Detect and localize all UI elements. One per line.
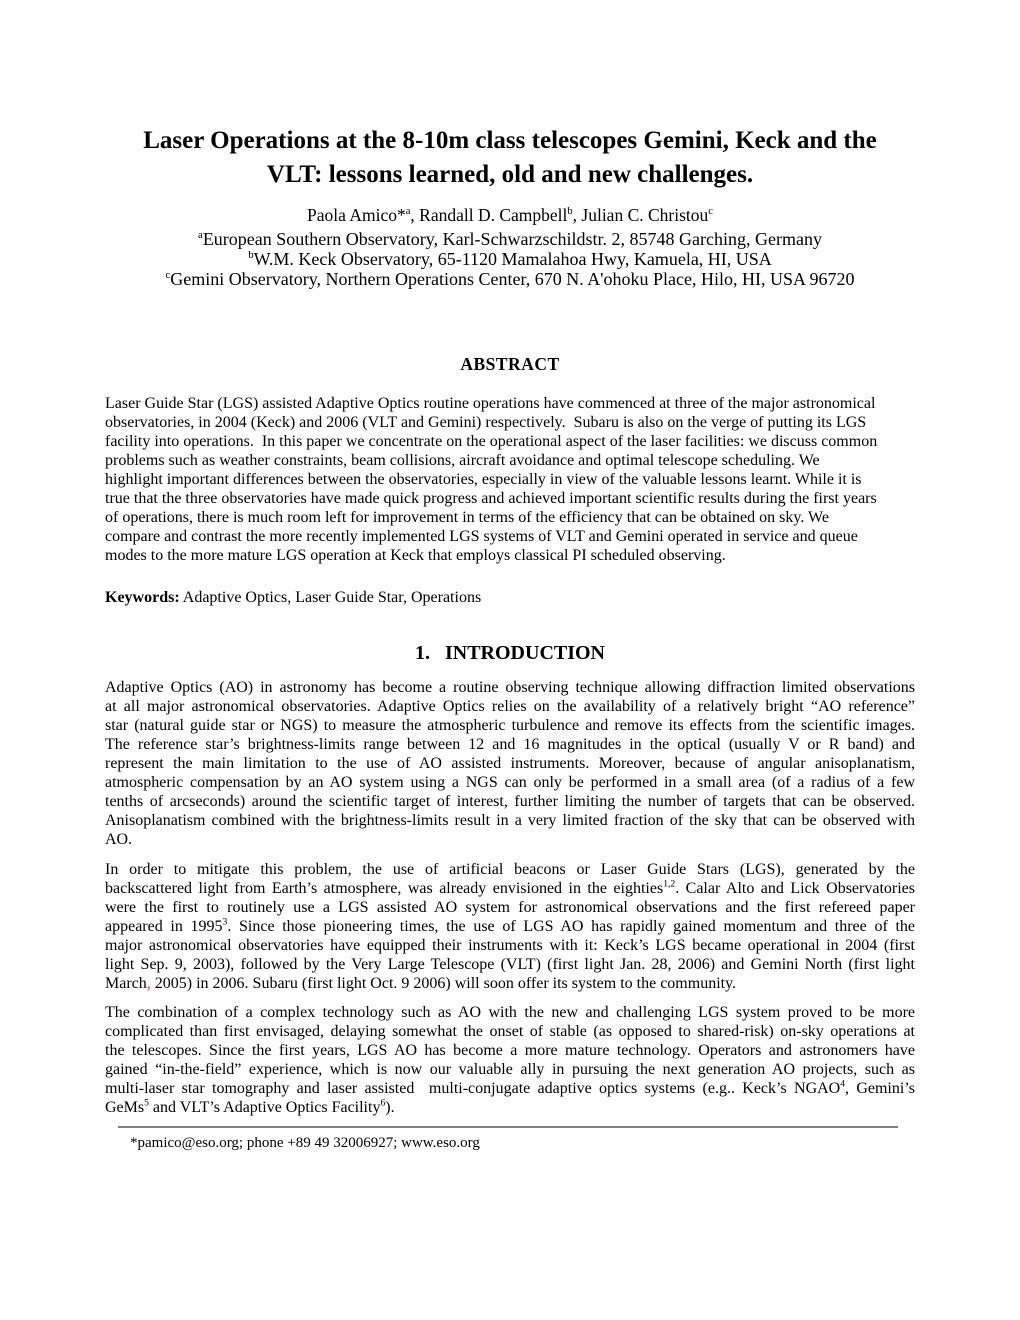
text-line: complicated than first envisaged, delaying somewhat the onset of stable (as opposed to shared-risk) on-sky operations at bbox=[105, 1023, 915, 1040]
intro-paragraph-1 bbox=[105, 678, 915, 849]
text-line: compare and contrast the more recently implemented LGS systems of VLT and Gemini operated in service and queue bbox=[105, 528, 858, 545]
text-line: $^a$European Southern Observatory, Karl-Schwarzschildstr. 2, 85748 Garching, Germany bbox=[198, 229, 822, 249]
text-line: star (natural guide star or NGS) to measure the atmospheric turbulence and remove its effects from the scientific images. bbox=[105, 717, 915, 734]
affiliations-block bbox=[105, 229, 915, 289]
text-line: March, 2005) in 2006. Subaru (first light Oct. 9 2006) will soon offer its system to the community. bbox=[105, 975, 737, 992]
text-line: facility into operations. In this paper we concentrate on the operational aspect of the laser facilities: we discuss common bbox=[105, 433, 878, 450]
text-line: The reference star’s brightness-limits range between 12 and 16 magnitudes in the optical (usually V or R band) and bbox=[105, 736, 915, 753]
text-line: multi-laser star tomography and laser assisted multi-conjugate adaptive optics systems (e.g.. Keck’s NGAO$^4$, Gemini’s bbox=[105, 1078, 915, 1097]
introduction-heading: 1. INTRODUCTION bbox=[414, 642, 606, 664]
text-line: at all major astronomical observatories. Adaptive Optics relies on the availability of a relatively bright “AO reference” bbox=[105, 698, 915, 715]
text-line: GeMs$^5$ and VLT’s Adaptive Optics Facility$^6$). bbox=[105, 1097, 395, 1116]
intro-paragraph-2 bbox=[105, 860, 915, 993]
text-line: gained “in-the-field” experience, which is now our valuable ally in pursuing the next generation AO projects, such as bbox=[105, 1061, 915, 1078]
text-line: major astronomical observatories have equipped their instruments with it: Keck’s LGS became operational in 2004 (first bbox=[105, 937, 915, 954]
text-line: tenths of arcseconds) around the scientific target of interest, further limiting the number of targets that can be observed. bbox=[105, 793, 915, 810]
text-line: In order to mitigate this problem, the use of artificial beacons or Laser Guide Stars (LGS), generated by the bbox=[105, 861, 915, 878]
paper-title-line-2: VLT: lessons learned, old and new challenges. bbox=[266, 161, 754, 188]
text-line: $^c$Gemini Observatory, Northern Operations Center, 670 N. A'ohoku Place, Hilo, HI, USA 96720 bbox=[165, 269, 855, 289]
text-line: were the first to routinely use a LGS assisted AO system for astronomical observations and the first refereed paper bbox=[105, 899, 915, 916]
text-line: AO. bbox=[105, 831, 133, 848]
text-line: modes to the more mature LGS operation at Keck that employs classical PI scheduled observing. bbox=[105, 547, 726, 564]
abstract-heading: ABSTRACT bbox=[460, 354, 560, 374]
text-line: backscattered light from Earth’s atmosphere, was already envisioned in the eighties$^{1,2}$. Calar Alto and Lick Observatories bbox=[105, 878, 915, 897]
authors-line: Paola Amico*$^a$, Randall D. Campbell$^b$, Julian C. Christou$^c$ bbox=[307, 205, 713, 225]
text-line: true that the three observatories have made quick progress and achieved important scientific results during the first years bbox=[105, 490, 877, 507]
abstract-body bbox=[105, 394, 915, 565]
text-line: appeared in 1995$^3$. Since those pioneering times, the use of LGS AO has rapidly gained momentum and three of the bbox=[105, 916, 915, 935]
footnote-divider bbox=[118, 1126, 898, 1128]
text-line: light Sep. 9, 2003), followed by the Very Large Telescope (VLT) (first light Jan. 28, 2006) and Gemini North (first light bbox=[105, 956, 915, 973]
keywords-line: Keywords: Adaptive Optics, Laser Guide Star, Operations bbox=[105, 589, 482, 606]
text-line: The combination of a complex technology such as AO with the new and challenging LGS system proved to be more bbox=[105, 1004, 915, 1021]
footnote-contact: *pamico@eso.org; phone +89 49 32006927; www.eso.org bbox=[130, 1135, 480, 1151]
text-line: $^b$W.M. Keck Observatory, 65-1120 Mamalahoa Hwy, Kamuela, HI, USA bbox=[248, 249, 772, 269]
text-line: Anisoplanatism combined with the brightness-limits result in a very limited fraction of the sky that can be observed with bbox=[105, 812, 915, 829]
paper-title-line-1: Laser Operations at the 8-10m class telescopes Gemini, Keck and the bbox=[143, 127, 877, 154]
text-line: observatories, in 2004 (Keck) and 2006 (VLT and Gemini) respectively. Subaru is also on the verge of putting its LGS bbox=[105, 414, 867, 431]
intro-paragraph-3 bbox=[105, 1003, 915, 1117]
text-line: highlight important differences between the observatories, especially in view of the valuable lessons learnt. While it is bbox=[105, 471, 862, 488]
text-line: Adaptive Optics (AO) in astronomy has become a routine observing technique allowing diffraction limited observations bbox=[105, 679, 915, 696]
paper-title bbox=[105, 124, 915, 192]
text-line: the telescopes. Since the first years, LGS AO has become a more mature technology. Operators and astronomers have bbox=[105, 1042, 915, 1059]
text-line: problems such as weather constraints, beam collisions, aircraft avoidance and optimal telescope scheduling. We bbox=[105, 452, 820, 469]
text-line: atmospheric compensation by an AO system using a NGS can only be performed in a small area (of a radius of a few bbox=[105, 774, 915, 791]
text-line: of operations, there is much room left for improvement in terms of the efficiency that can be obtained on sky. We bbox=[105, 509, 829, 526]
page-content bbox=[105, 0, 915, 1320]
text-line: represent the main limitation to the use of AO assisted instruments. Moreover, because of angular anisoplanatism, bbox=[105, 755, 915, 772]
text-line: Laser Guide Star (LGS) assisted Adaptive Optics routine operations have commenced at three of the major astronomical bbox=[105, 395, 876, 412]
